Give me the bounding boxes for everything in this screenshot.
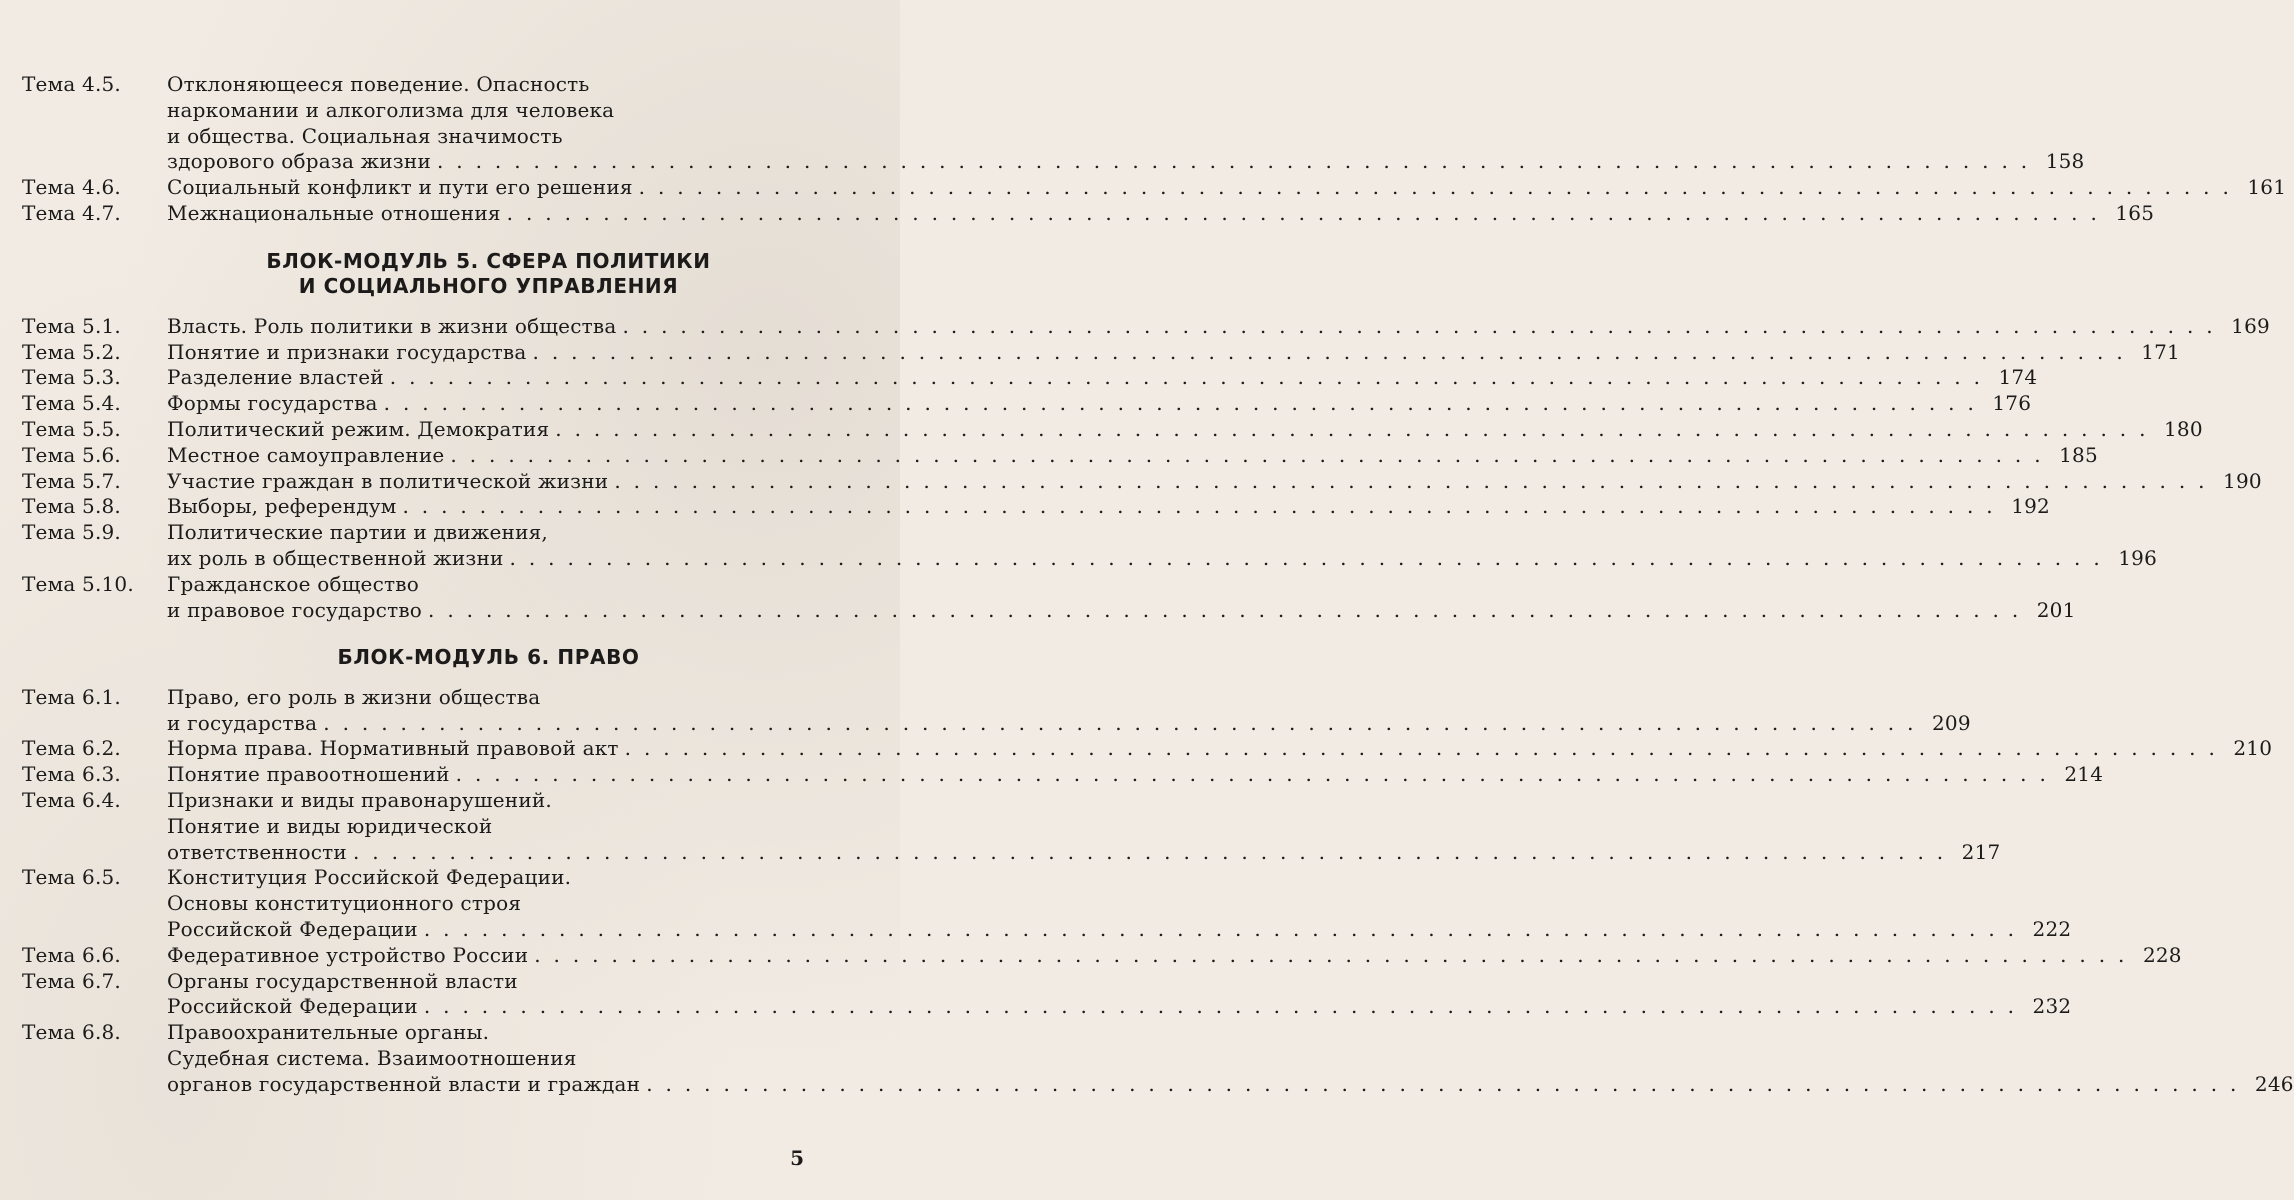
toc-entry-title: и правовое государство [167, 597, 423, 622]
toc-entry-title: Гражданское общество [167, 571, 419, 596]
dot-leader [639, 175, 2232, 201]
dot-leader [534, 943, 2127, 969]
toc-entry [22, 788, 2001, 865]
toc-line [22, 416, 2203, 443]
toc-line [22, 365, 2038, 391]
toc-entry-page: 185 [2059, 442, 2098, 467]
toc-entry-title: Судебная система. Взаимоотношения [167, 1046, 577, 1070]
toc-entry-page: 222 [2032, 917, 2072, 942]
toc-line [22, 736, 2273, 762]
toc-entry [22, 1020, 2294, 1097]
toc-entry-title: Политический режим. Демократия [167, 416, 550, 441]
toc-line [22, 969, 810, 995]
toc-entry-page: 201 [2036, 597, 2076, 622]
toc-entry-page: 232 [2032, 994, 2072, 1019]
dot-leader [384, 391, 1977, 417]
toc-entry-page: 209 [1931, 710, 1971, 735]
toc-line [22, 865, 810, 891]
toc-entry-title: Федеративное устройство России [167, 942, 529, 967]
toc-line [22, 442, 2098, 469]
toc-entry-label: Тема 6.3. [22, 762, 121, 787]
toc-entry [22, 762, 2104, 788]
toc-entry-title: наркомании и алкоголизма для человека [167, 97, 615, 122]
toc-entry-page: 158 [2045, 149, 2085, 174]
toc-line [22, 1020, 810, 1046]
toc-block-6 [22, 684, 2294, 1098]
toc-entry-label: Тема 6.4. [22, 788, 121, 813]
toc-entry-page: 196 [2118, 545, 2158, 570]
toc-entry [22, 494, 2050, 520]
toc-line [22, 788, 810, 814]
toc-entry-label: Тема 6.1. [22, 684, 121, 709]
module-title-line: БЛОК-МОДУЛЬ 5. СФЕРА ПОЛИТИКИ [266, 248, 711, 273]
toc-entry [22, 865, 2072, 942]
toc-entry-page: 174 [1998, 365, 2038, 390]
toc-line [22, 762, 2104, 788]
toc-entry-label: Тема 5.2. [22, 339, 121, 364]
dot-leader [622, 314, 2215, 340]
dot-leader [646, 1072, 2239, 1098]
toc-entry-label: Тема 6.2. [22, 736, 121, 761]
toc-line [22, 391, 2032, 417]
toc-entry-title: Норма права. Нормативный правовой акт [167, 736, 619, 761]
toc-line [22, 72, 810, 98]
toc-entry-title: Правоохранительные органы. [167, 1020, 490, 1045]
toc-entry-title: Отклоняющееся поведение. Опасность [167, 72, 590, 96]
toc-entry-label: Тема 6.5. [22, 865, 121, 890]
toc-entry-page: 169 [2231, 313, 2270, 338]
toc-entry-label: Тема 5.9. [22, 520, 121, 545]
toc-entry [22, 468, 2262, 495]
toc-line [22, 1046, 810, 1072]
toc-entry-label: Тема 5.7. [22, 468, 121, 493]
module-title-line: БЛОК-МОДУЛЬ 6. ПРАВО [337, 645, 640, 670]
dot-leader [614, 469, 2207, 495]
toc-entry [22, 736, 2273, 762]
toc-entry [22, 684, 1971, 737]
toc-entry-title: ответственности [167, 839, 347, 864]
dot-leader [456, 762, 2049, 788]
toc-entry-title: Формы государства [167, 391, 378, 416]
module-title-line: И СОЦИАЛЬНОГО УПРАВЛЕНИЯ [298, 274, 679, 299]
toc-line [22, 98, 810, 124]
toc-entry-page: 192 [2011, 494, 2050, 519]
toc-entry [22, 313, 2270, 340]
toc-entry-page: 228 [2142, 942, 2182, 967]
toc-line [22, 200, 2155, 227]
toc-line [22, 814, 810, 840]
toc-entry-title: Понятие правоотношений [167, 762, 450, 787]
toc-entry-label: Тема 4.5. [22, 72, 121, 96]
toc-entry-page: 214 [2064, 762, 2104, 787]
toc-entry-title: Власть. Роль политики в жизни общества [167, 313, 617, 338]
toc-entry-title: Местное самоуправление [167, 442, 445, 467]
toc-line [22, 124, 810, 150]
toc-entry-title: их роль в общественной жизни [167, 545, 504, 570]
toc-entry-page: 180 [2163, 416, 2203, 441]
toc-line [22, 917, 2072, 943]
toc-entry-title: Признаки и виды правонарушений. [167, 788, 552, 813]
dot-leader [555, 417, 2148, 443]
toc-entry-title: Органы государственной власти [167, 968, 518, 993]
toc-entry [22, 72, 2085, 175]
toc-line [22, 468, 2262, 495]
toc-line [22, 313, 2270, 340]
toc-entry-title: Российской Федерации [167, 917, 418, 942]
toc-entry [22, 200, 2155, 227]
toc-line [22, 685, 810, 711]
toc-entry [22, 520, 2158, 572]
toc-entry-title: здорового образа жизни [167, 149, 431, 174]
dot-leader [450, 443, 2043, 469]
toc-entry-title: и государства [167, 710, 318, 735]
toc-entry-page: 176 [1992, 391, 2032, 416]
toc-entry-title: Социальный конфликт и пути его решения [167, 175, 633, 200]
dot-leader [424, 917, 2017, 943]
toc-entry-page: 190 [2223, 468, 2262, 493]
module-5-heading [167, 249, 810, 300]
toc-entry-title: Политические партии и движения, [167, 520, 548, 545]
toc-entry-page: 210 [2233, 736, 2273, 761]
toc-entry-title: органов государственной власти и граждан [167, 1071, 641, 1096]
toc-entry [22, 339, 2180, 366]
toc-block-4 [22, 72, 2287, 227]
toc-line [22, 520, 810, 546]
dot-leader [437, 149, 2030, 175]
toc-entry-label: Тема 5.6. [22, 442, 121, 467]
toc-entry-title: Межнациональные отношения [167, 200, 501, 225]
toc-entry-label: Тема 5.1. [22, 313, 121, 338]
toc-entry-title: Разделение властей [167, 365, 384, 390]
toc-entry-label: Тема 5.4. [22, 391, 121, 416]
toc-line [22, 839, 2001, 866]
dot-leader [353, 840, 1946, 866]
toc-line [22, 891, 810, 917]
toc-entry-page: 165 [2115, 200, 2155, 225]
toc-entry-title: Участие граждан в политической жизни [167, 468, 609, 493]
toc-entry-title: Российской Федерации [167, 994, 418, 1019]
toc-entry-page: 161 [2247, 175, 2287, 200]
toc-line [22, 149, 2085, 175]
module-6-heading [167, 645, 810, 671]
toc-entry-label: Тема 6.7. [22, 968, 121, 993]
toc-entry-page: 246 [2254, 1071, 2294, 1096]
toc-line [22, 1071, 2294, 1098]
toc-entry-title: Понятие и признаки государства [167, 339, 527, 364]
toc-entry-label: Тема 5.8. [22, 494, 121, 519]
toc-entry-title: Конституция Российской Федерации. [167, 865, 572, 890]
dot-leader [510, 546, 2103, 572]
toc-line [22, 710, 1971, 737]
dot-leader [533, 340, 2126, 366]
toc-entry-title: Выборы, референдум [167, 494, 397, 519]
toc-line [22, 572, 810, 598]
dot-leader [507, 201, 2100, 227]
toc-entry-label: Тема 5.3. [22, 365, 121, 390]
toc-block-5 [22, 313, 2270, 624]
toc-entry-label: Тема 5.10. [22, 571, 134, 596]
toc-entry [22, 442, 2098, 469]
toc-line [22, 494, 2050, 520]
toc-line [22, 994, 2072, 1020]
toc-entry [22, 365, 2038, 391]
toc-entry-title: Понятие и виды юридической [167, 813, 493, 838]
toc-entry-label: Тема 6.6. [22, 942, 121, 967]
dot-leader [428, 598, 2021, 624]
toc-entry [22, 968, 2072, 1021]
toc-entry [22, 175, 2287, 201]
dot-leader [402, 494, 1995, 520]
toc-entry-label: Тема 4.6. [22, 175, 121, 200]
toc-line [22, 339, 2180, 366]
toc-entry [22, 416, 2203, 443]
toc-line [22, 942, 2182, 969]
toc-entry-page: 171 [2141, 339, 2180, 364]
toc-entry-label: Тема 6.8. [22, 1020, 121, 1045]
dot-leader [625, 736, 2218, 762]
toc-entry-label: Тема 5.5. [22, 416, 121, 441]
toc-entry-label: Тема 4.7. [22, 200, 121, 225]
toc-entry-title: Основы конституционного строя [167, 891, 522, 916]
dot-leader [390, 365, 1983, 391]
toc-entry [22, 391, 2032, 417]
toc-line [22, 175, 2287, 201]
dot-leader [424, 994, 2017, 1020]
toc-entry [22, 942, 2182, 969]
dot-leader [323, 711, 1916, 737]
toc-line [22, 545, 2158, 572]
toc-entry-page: 217 [1961, 839, 2001, 864]
toc-entry-title: и общества. Социальная значимость [167, 123, 563, 148]
toc-entry-title: Право, его роль в жизни общества [167, 684, 541, 709]
page-number: 5 [790, 1146, 804, 1170]
toc-line [22, 597, 2076, 624]
toc-entry [22, 571, 2076, 624]
